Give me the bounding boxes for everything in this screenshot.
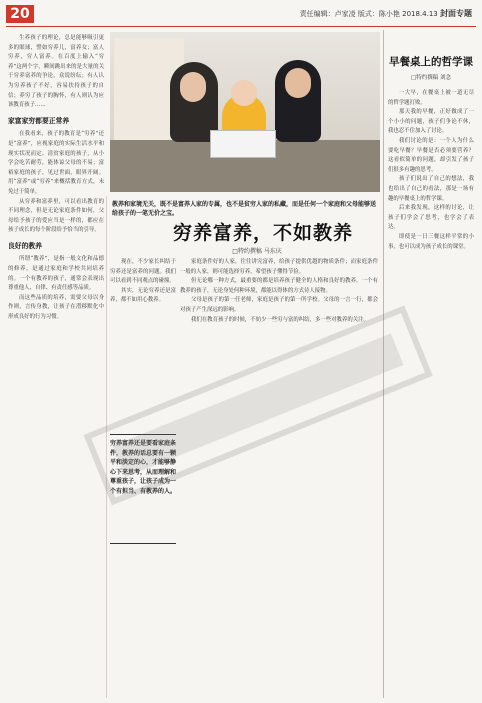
- left-paragraph: 所谓“教养”，是指一般文化和品德的修养，是通过家庭和学校共同培养的。一个有教养的孩子，通常会表现出尊重他人、自律、有责任感等品质。: [8, 256, 104, 292]
- sidebar-paragraph: 那天我的早餐，正好做成了一个小小的问题，孩子们争论不休，我也忍不住加入了讨论。: [388, 109, 474, 135]
- article-title: 穷养富养，不如教养: [172, 222, 353, 244]
- family-photo: [110, 32, 380, 192]
- sidebar-paragraph: 后来我发现，这样的讨论，让孩子们学会了思考，也学会了表达。: [388, 205, 474, 231]
- header-info: [300, 8, 472, 19]
- page-number: 20: [6, 5, 34, 23]
- article-paragraph: 父母是孩子的第一任老师，家庭是孩子的第一所学校。父母的一言一行，都会对孩子产生深远的影响。: [180, 297, 378, 313]
- editor-label: 责任编辑：卢家凌: [299, 10, 356, 18]
- left-paragraph: 在我看来，孩子的教育是“穷养”还是“富养”，应视家庭的实际生活水平和现实状况而定。清贫家庭的孩子，从小学会吃苦耐劳，能体谅父母的不易；富裕家庭的孩子，见过世面，眼界开阔。用“富养”或“穷养”来概括教育方式，未免过于简单。: [8, 131, 104, 195]
- photo-child-face: [231, 80, 257, 106]
- pull-quote: 穷养富养还是要看家庭条件，教养的话总要有一颗平和淡定的心，才能够静心下来思考，从而理解和尊重孩子，让孩子成为一个有担当、有教养的人。: [110, 434, 176, 544]
- sidebar-title: 早餐桌上的哲学课: [389, 56, 473, 68]
- sidebar-column: [388, 32, 474, 252]
- sidebar-paragraph: 一大早，在餐桌上被一道无尽的哲学题打败。: [388, 90, 474, 106]
- column-divider: [383, 30, 384, 698]
- header-rule: [6, 26, 476, 27]
- left-column: [8, 34, 104, 323]
- column-divider: [106, 196, 107, 698]
- section-name: 封面专题: [440, 9, 472, 18]
- photo-caption: 教养和家境无关，既不是富养人家的专属，也不是贫穷人家的私藏，而是任何一个家庭和父母能够送给孩子的一笔无价之宝。: [112, 201, 377, 217]
- subhead-family: 家富家穷都要正常养: [8, 116, 70, 125]
- photo-mother-face: [180, 72, 206, 102]
- designer-label: 版式：陈小艳: [357, 10, 400, 18]
- article-left-text: [110, 258, 176, 306]
- subhead-manners: 良好的教养: [8, 241, 42, 250]
- sidebar-paragraph: 我们讨论的是：一个人为什么要吃早餐？早餐是否必须要营养？这看似简单的问题，却引发了孩子们很多有趣的思考。: [388, 137, 474, 173]
- sidebar-paragraph: 孩子们说出了自己的想法，我也给出了自己的看法，那是一场有趣的早餐桌上的哲学课。: [388, 176, 474, 202]
- left-paragraph: 而这些品质的培养，需要父母以身作则，言传身教，让孩子在潜移默化中形成良好的行为习惯。: [8, 294, 104, 321]
- photo-tablet: [210, 130, 276, 158]
- article-paragraph: 我们在教育孩子的时候，不妨少一些穷与富的纠结，多一些对教养的关注。: [191, 316, 369, 323]
- sidebar-paragraph: 即使是一日三餐这样平常的小事，也可以成为孩子成长的课堂。: [388, 233, 474, 250]
- article-paragraph: 但无论哪一种方式，最重要的都是培养孩子健全的人格和良好的教养。一个有教养的孩子，无论身处何种环境，都能以得体的方式待人接物。: [180, 278, 378, 294]
- article-paragraph: 其实，无论穷养还是富养，都不如用心教养。: [110, 287, 176, 304]
- sidebar-byline: □特约撰稿 刘念: [411, 75, 451, 81]
- article-paragraph: 家庭条件好的人家，往往讲究富养，给孩子提供优越的物质条件；而家庭条件一般的人家，则可能选择穷养，希望孩子懂得节俭。: [180, 259, 378, 275]
- article-paragraph: 现在，不少家长纠结于穷养还是富养的问题。我们可以看到不同观点的碰撞。: [110, 259, 176, 285]
- photo-father-face: [285, 68, 311, 98]
- article-byline: □特约撰稿 马东庆: [232, 248, 282, 255]
- sidebar-text: [388, 89, 474, 252]
- issue-date: 2018.4.13: [402, 10, 438, 18]
- left-paragraph: 从穷养和富养里，可以看出教育的不同理念，但是无论家庭条件如何，父母给予孩子的爱应当是一样的，都应在孩子成长的每个阶段给予恰当的引导。: [8, 198, 104, 234]
- article-right-text: [180, 258, 378, 325]
- left-paragraph: 生养孩子的理论，总是能够吸引更多的眼球，譬如穷养儿，富养女；富人穷养，穷人富养。在百度上输入“穷养”这两个字，瞬间跳出来的是大量的关于穷养富养的争论，众说纷纭；有人认为穷养孩子不好，容易扶持孩子的自信；养穷了孩子的胸怀，有人则认为应该教育孩子……: [8, 35, 104, 109]
- page-header: [0, 0, 482, 26]
